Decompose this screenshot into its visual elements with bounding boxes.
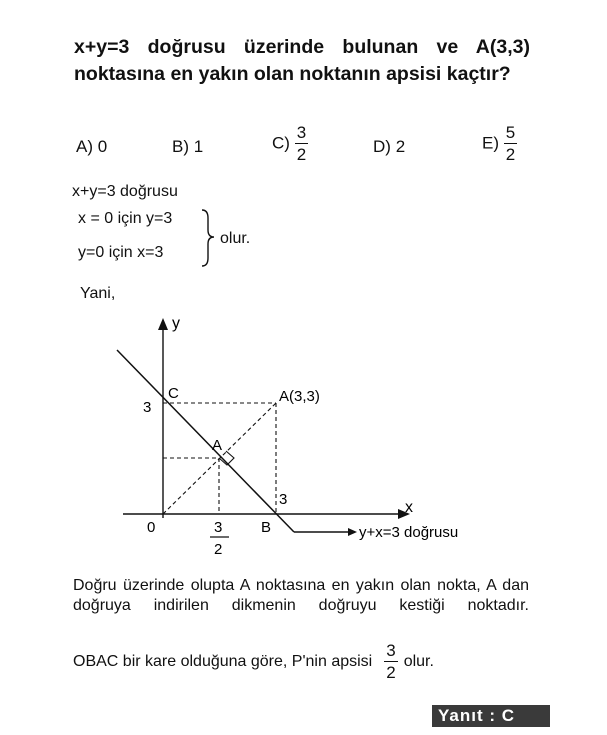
- choice-c-numerator: 3: [296, 123, 307, 142]
- choice-b: [172, 137, 203, 157]
- conclusion-denominator: 2: [386, 663, 396, 682]
- choice-a: [76, 137, 107, 157]
- choice-c-fraction: [295, 124, 308, 163]
- conclusion-line-pre: OBAC bir kare olduğuna göre, P'nin apsisi: [73, 652, 373, 670]
- point-p-label: A: [212, 437, 223, 454]
- choice-e-label: E): [482, 133, 499, 153]
- choice-c-label: C): [272, 133, 290, 153]
- x-frac-denominator: 2: [214, 541, 223, 558]
- y-axis-label: y: [172, 315, 180, 332]
- line-label-arrow-icon: [348, 528, 357, 536]
- choice-d-label: D): [373, 137, 391, 156]
- choice-b-label: B): [172, 137, 189, 156]
- point-c-label: C: [168, 385, 179, 402]
- choice-d-value: 2: [395, 137, 406, 156]
- origin-label: 0: [147, 519, 156, 536]
- conclusion-paragraph: Doğru üzerinde olupta A noktasına en yakın olan nokta, A dan doğruya indirilen dikmenin doğruyu kestiği noktadır.: [73, 577, 529, 614]
- solution-case2: y=0 için x=3: [78, 244, 164, 261]
- x-frac-numerator: 3: [214, 519, 223, 536]
- point-b-label: B: [261, 519, 272, 536]
- choice-c-denominator: 2: [296, 145, 307, 164]
- conclusion-line: [73, 642, 434, 681]
- choice-e-denominator: 2: [505, 145, 516, 164]
- solution-line1: x+y=3 doğrusu: [72, 183, 178, 200]
- line-x-plus-y-3: [117, 350, 294, 532]
- coordinate-graph: [0, 300, 607, 570]
- answer-badge: Yanıt : C: [432, 705, 550, 727]
- y-tick-3-label: 3: [143, 399, 152, 416]
- solution-olur: olur.: [220, 230, 251, 247]
- choice-d: [373, 137, 405, 157]
- point-a-coord-label: A(3,3): [279, 388, 320, 405]
- question-text: x+y=3 doğrusu üzerinde bulunan ve A(3,3) noktasına en yakın olan noktanın apsisi kaçtır?: [74, 36, 530, 85]
- choice-c: [272, 124, 308, 163]
- choice-e-numerator: 5: [505, 123, 516, 142]
- choice-a-value: 0: [97, 137, 108, 156]
- conclusion-line-post: olur.: [403, 652, 434, 670]
- choice-a-label: A): [76, 137, 93, 156]
- choice-b-value: 1: [193, 137, 204, 156]
- x-axis-label: x: [405, 499, 413, 516]
- choice-e: [482, 124, 517, 163]
- line-label: y+x=3 doğrusu: [359, 524, 459, 541]
- brace-icon: [198, 208, 218, 268]
- solution-yani: Yani,: [80, 285, 116, 302]
- solution-case1: x = 0 için y=3: [78, 210, 173, 227]
- conclusion-numerator: 3: [386, 641, 396, 660]
- conclusion-fraction: [384, 642, 397, 681]
- choice-e-fraction: [504, 124, 517, 163]
- x-tick-3-label: 3: [279, 491, 288, 508]
- y-axis-arrow-icon: [158, 318, 168, 330]
